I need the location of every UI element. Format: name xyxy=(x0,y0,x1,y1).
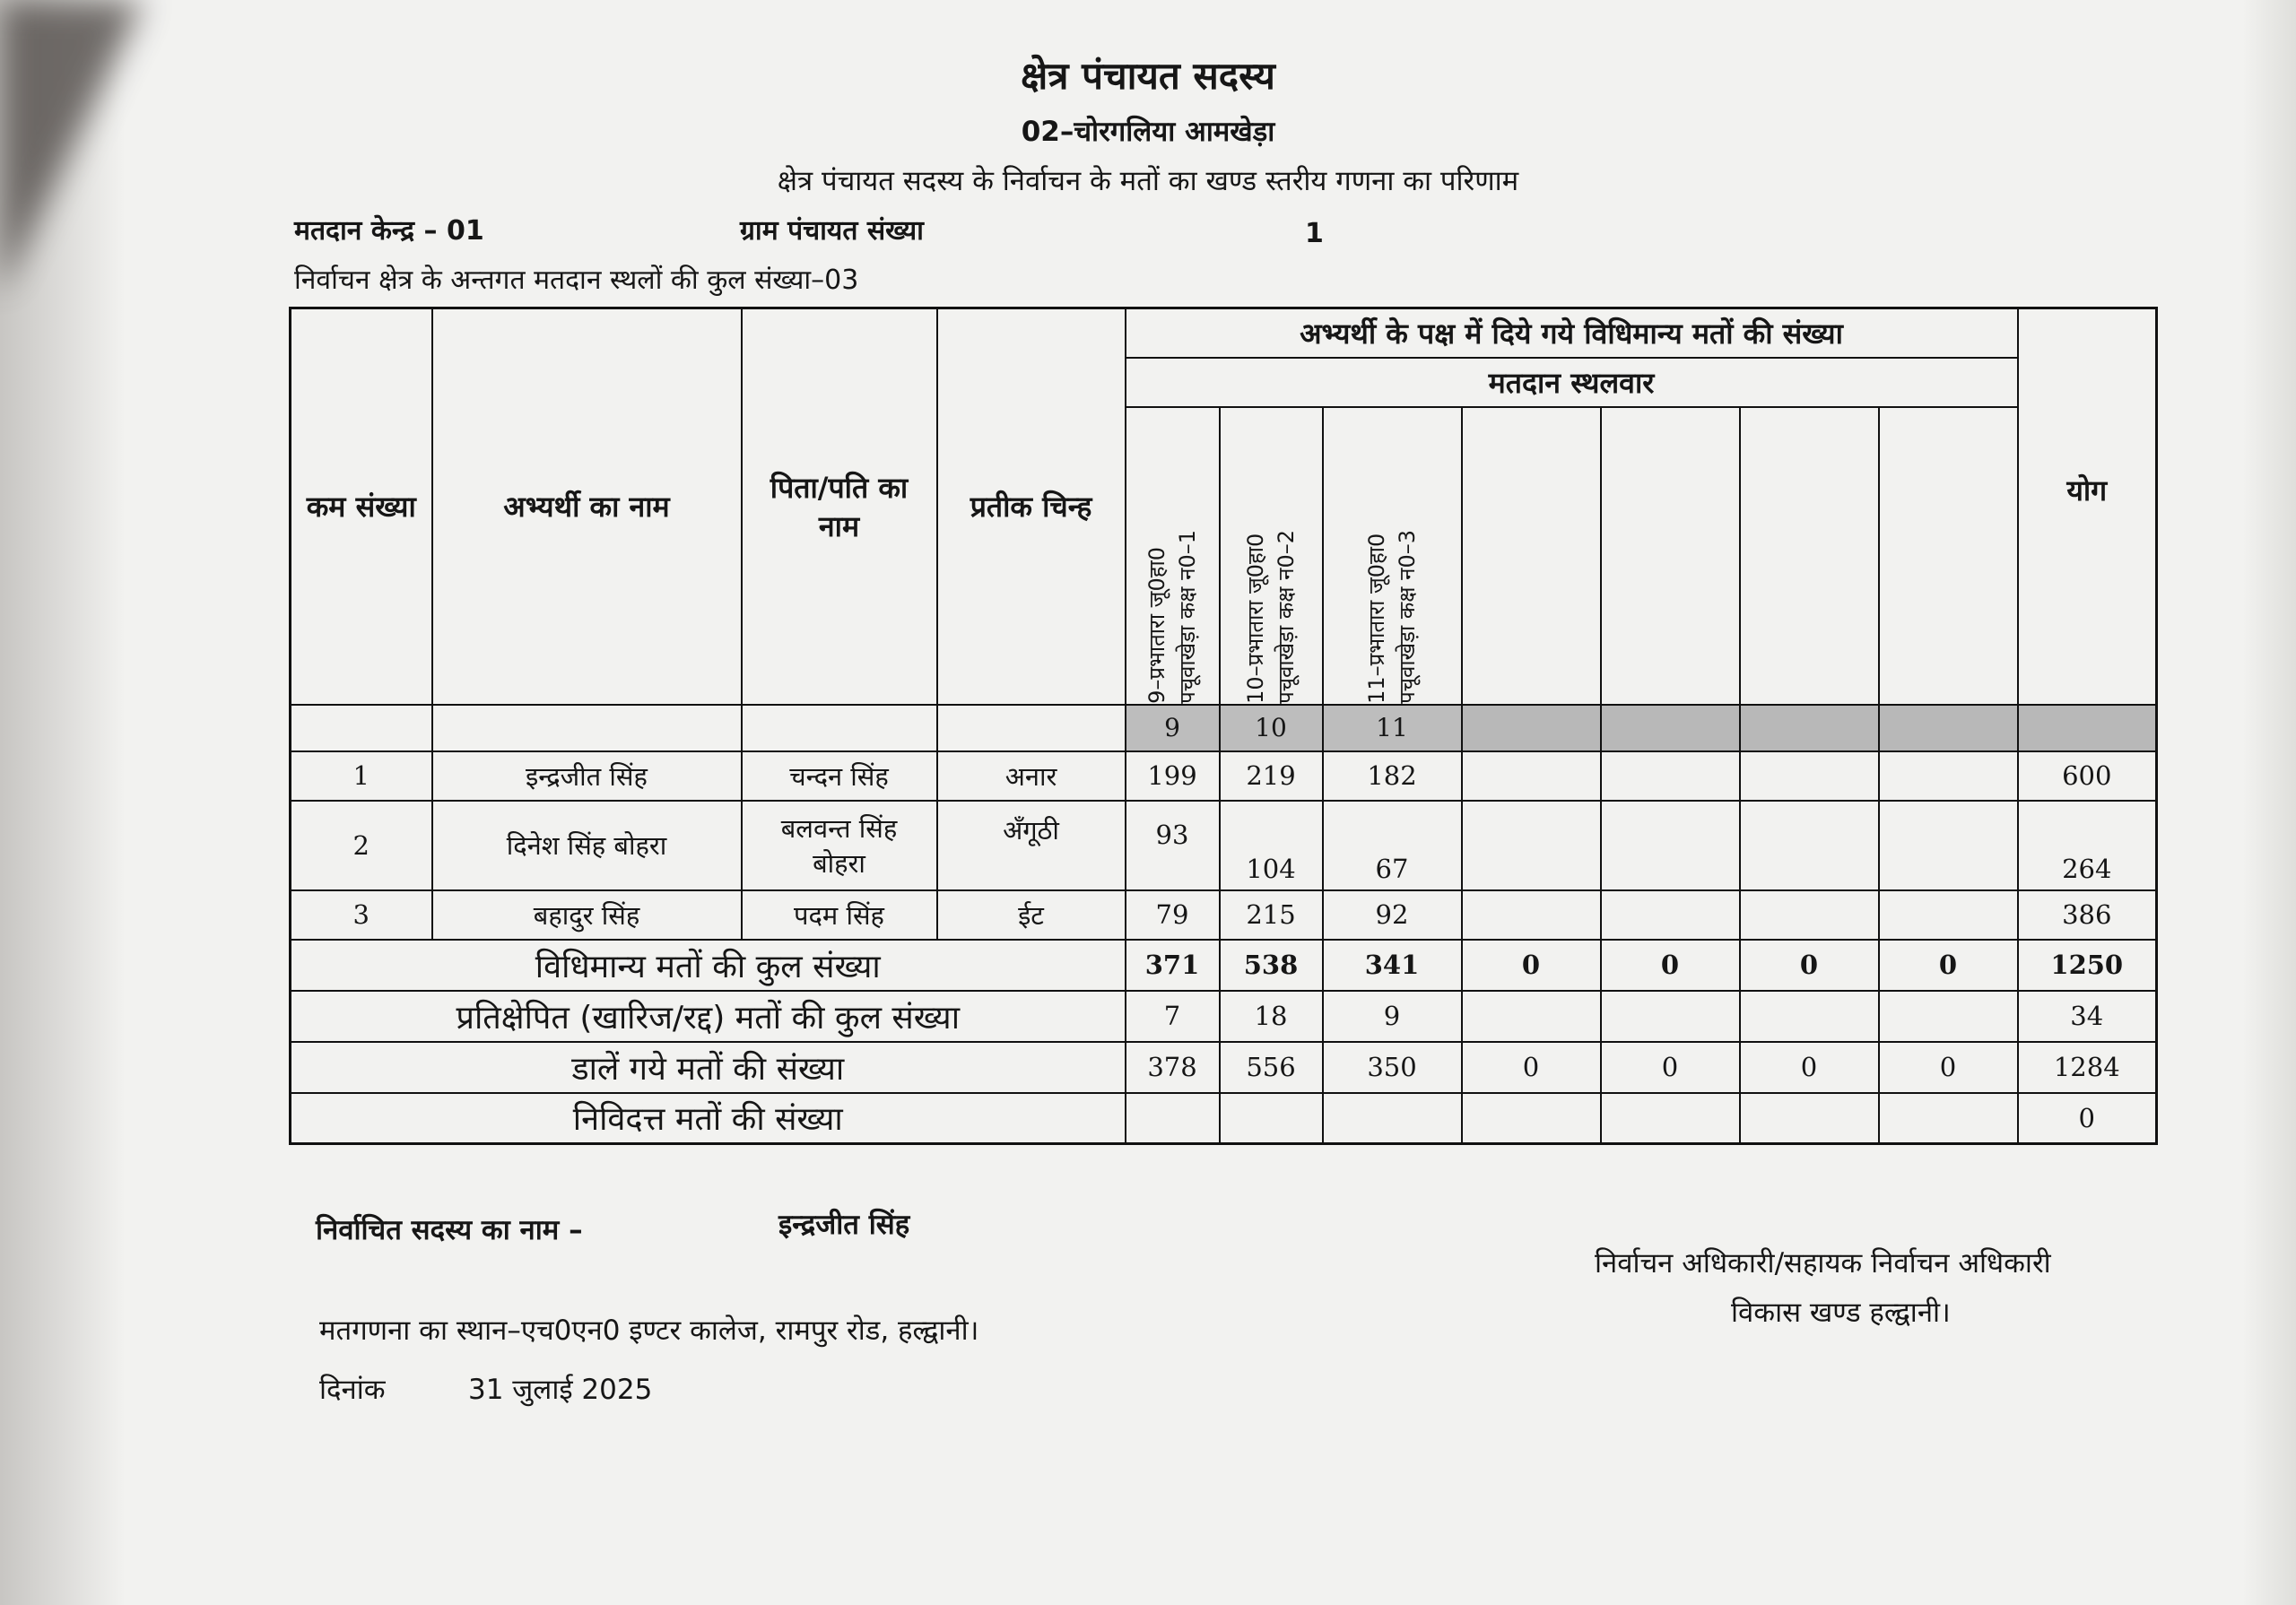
empty-cell xyxy=(1601,890,1740,940)
elected-label: निर्वाचित सदस्य का नाम – xyxy=(316,1214,583,1246)
table-row xyxy=(291,751,2157,801)
num-row-blank xyxy=(432,705,742,751)
booth-header-empty xyxy=(1462,407,1601,705)
serial-cell: 1 xyxy=(291,751,432,801)
symbol-cell: अँगूठी xyxy=(937,801,1126,890)
rejected-vote: 7 xyxy=(1126,991,1220,1042)
header-symbol: प्रतीक चिन्ह xyxy=(937,308,1126,705)
booth-header-2 xyxy=(1220,407,1323,705)
valid-vote: 0 xyxy=(1601,940,1740,991)
constituency: 02–चोरगलिया आमखेड़ा xyxy=(1021,116,1275,148)
empty-cell xyxy=(1740,1093,1879,1144)
candidate-name: इन्द्रजीत सिंह xyxy=(432,751,742,801)
header-serial: कम संख्या xyxy=(291,308,432,705)
total-cell: 386 xyxy=(2018,890,2157,940)
summary-row-cast xyxy=(291,1042,2157,1093)
vote-cell: 93 xyxy=(1126,801,1220,890)
header-father: पिता/पति का नाम xyxy=(742,308,937,705)
cast-vote: 0 xyxy=(1740,1042,1879,1093)
vote-cell: 219 xyxy=(1220,751,1323,801)
valid-vote: 0 xyxy=(1462,940,1601,991)
summary-row-valid xyxy=(291,940,2157,991)
valid-vote: 371 xyxy=(1126,940,1220,991)
empty-cell xyxy=(1740,991,1879,1042)
officer-office: विकास खण्ड हल्द्वानी। xyxy=(1731,1297,1951,1329)
cast-total: 1284 xyxy=(2018,1042,2157,1093)
empty-cell xyxy=(1462,1093,1601,1144)
shaded-cell xyxy=(1601,705,1740,751)
booth-3-line2: पचूवाखेड़ा कक्ष न0–3 xyxy=(1395,529,1420,704)
booth-number: 10 xyxy=(1220,705,1323,751)
booth-header-3 xyxy=(1323,407,1462,705)
page-edge xyxy=(2242,0,2296,1605)
empty-cell xyxy=(1601,1093,1740,1144)
counting-place: मतगणना का स्थान–एच0एन0 इण्टर कालेज, रामपुर रोड, हल्द्वानी। xyxy=(319,1314,979,1347)
rejected-total: 34 xyxy=(2018,991,2157,1042)
rejected-votes-label: प्रतिक्षेपित (खारिज/रद्द) मतों की कुल संख्या xyxy=(291,991,1126,1042)
shaded-cell xyxy=(1462,705,1601,751)
tendered-votes-label: निविदत्त मतों की संख्या xyxy=(291,1093,1126,1144)
elected-name: इन्द्रजीत सिंह xyxy=(778,1209,910,1241)
total-cell: 264 xyxy=(2018,801,2157,890)
valid-vote: 0 xyxy=(1879,940,2018,991)
header-votes-group: अभ्यर्थी के पक्ष में दिये गये विधिमान्य मतों की संख्या xyxy=(1126,308,2018,358)
document-title: क्षेत्र पंचायत सदस्य xyxy=(1021,54,1275,98)
empty-cell xyxy=(1462,991,1601,1042)
father-name: पदम सिंह xyxy=(742,890,937,940)
booth-1-line1: 9–प्रभातारा जू0हा0 xyxy=(1144,546,1170,704)
booth-header-empty xyxy=(1879,407,2018,705)
empty-cell xyxy=(1879,751,2018,801)
serial-cell: 3 xyxy=(291,890,432,940)
header-candidate: अभ्यर्थी का नाम xyxy=(432,308,742,705)
cast-vote: 0 xyxy=(1462,1042,1601,1093)
results-table xyxy=(289,307,2158,1145)
officer-designation: निर्वाचन अधिकारी/सहायक निर्वाचन अधिकारी xyxy=(1595,1247,2051,1280)
empty-cell xyxy=(1601,751,1740,801)
father-name: बलवन्त सिंह बोहरा xyxy=(742,801,937,890)
header-total: योग xyxy=(2018,308,2157,705)
empty-cell xyxy=(1462,801,1601,890)
summary-row-tendered xyxy=(291,1093,2157,1144)
symbol-cell: अनार xyxy=(937,751,1126,801)
booth-3-line1: 11–प्रभातारा जू0हा0 xyxy=(1364,533,1389,704)
document-subtitle: क्षेत्र पंचायत सदस्य के निर्वाचन के मतों का खण्ड स्तरीय गणना का परिणाम xyxy=(777,165,1519,197)
header-booth-wise: मतदान स्थलवार xyxy=(1126,358,2018,407)
empty-cell xyxy=(1126,1093,1220,1144)
date-label: दिनांक xyxy=(319,1374,386,1406)
polling-centre: मतदान केन्द्र – 01 xyxy=(294,215,484,247)
booth-2-line2: पचूवाखेड़ा कक्ष न0–2 xyxy=(1274,529,1299,704)
valid-votes-label: विधिमान्य मतों की कुल संख्या xyxy=(291,940,1126,991)
empty-cell xyxy=(1462,890,1601,940)
vote-cell: 199 xyxy=(1126,751,1220,801)
num-row-blank xyxy=(291,705,432,751)
vote-cell: 215 xyxy=(1220,890,1323,940)
num-row-blank xyxy=(937,705,1126,751)
cast-vote: 350 xyxy=(1323,1042,1462,1093)
num-row-blank xyxy=(742,705,937,751)
empty-cell xyxy=(1740,890,1879,940)
booth-1-line2: पचूवाखेड़ा कक्ष न0–1 xyxy=(1175,529,1200,704)
cast-vote: 378 xyxy=(1126,1042,1220,1093)
gram-panchayat-label: ग्राम पंचायत संख्या xyxy=(740,215,924,247)
empty-cell xyxy=(1879,801,2018,890)
candidate-name: बहादुर सिंह xyxy=(432,890,742,940)
cast-vote: 556 xyxy=(1220,1042,1323,1093)
shaded-cell xyxy=(1879,705,2018,751)
father-name: चन्दन सिंह xyxy=(742,751,937,801)
cast-vote: 0 xyxy=(1601,1042,1740,1093)
empty-cell xyxy=(1220,1093,1323,1144)
valid-vote: 538 xyxy=(1220,940,1323,991)
empty-cell xyxy=(1601,801,1740,890)
gram-panchayat-value: 1 xyxy=(1305,218,1324,249)
empty-cell xyxy=(1323,1093,1462,1144)
empty-cell xyxy=(1879,991,2018,1042)
booth-header-empty xyxy=(1740,407,1879,705)
booth-header-1 xyxy=(1126,407,1220,705)
empty-cell xyxy=(1462,751,1601,801)
summary-row-rejected xyxy=(291,991,2157,1042)
empty-cell xyxy=(1740,751,1879,801)
serial-cell: 2 xyxy=(291,801,432,890)
empty-cell xyxy=(1740,801,1879,890)
empty-cell xyxy=(1879,890,2018,940)
cast-votes-label: डालें गये मतों की संख्या xyxy=(291,1042,1126,1093)
valid-vote: 0 xyxy=(1740,940,1879,991)
vote-cell: 104 xyxy=(1220,801,1323,890)
booth-2-line1: 10–प्रभातारा जू0हा0 xyxy=(1243,533,1268,704)
vote-cell: 79 xyxy=(1126,890,1220,940)
empty-cell xyxy=(1601,991,1740,1042)
date-value: 31 जुलाई 2025 xyxy=(468,1374,653,1406)
vote-cell: 67 xyxy=(1323,801,1462,890)
candidate-name: दिनेश सिंह बोहरा xyxy=(432,801,742,890)
total-cell: 600 xyxy=(2018,751,2157,801)
vote-cell: 92 xyxy=(1323,890,1462,940)
empty-cell xyxy=(1879,1093,2018,1144)
booth-number: 11 xyxy=(1323,705,1462,751)
table-row xyxy=(291,890,2157,940)
symbol-cell: ईट xyxy=(937,890,1126,940)
table-row xyxy=(291,801,2157,890)
booth-number: 9 xyxy=(1126,705,1220,751)
cast-vote: 0 xyxy=(1879,1042,2018,1093)
valid-total: 1250 xyxy=(2018,940,2157,991)
tendered-total: 0 xyxy=(2018,1093,2157,1144)
vote-cell: 182 xyxy=(1323,751,1462,801)
rejected-vote: 9 xyxy=(1323,991,1462,1042)
total-booths: निर्वाचन क्षेत्र के अन्तगत मतदान स्थलों की कुल संख्या–03 xyxy=(294,265,859,296)
shaded-cell xyxy=(2018,705,2157,751)
shaded-cell xyxy=(1740,705,1879,751)
valid-vote: 341 xyxy=(1323,940,1462,991)
booth-header-empty xyxy=(1601,407,1740,705)
rejected-vote: 18 xyxy=(1220,991,1323,1042)
